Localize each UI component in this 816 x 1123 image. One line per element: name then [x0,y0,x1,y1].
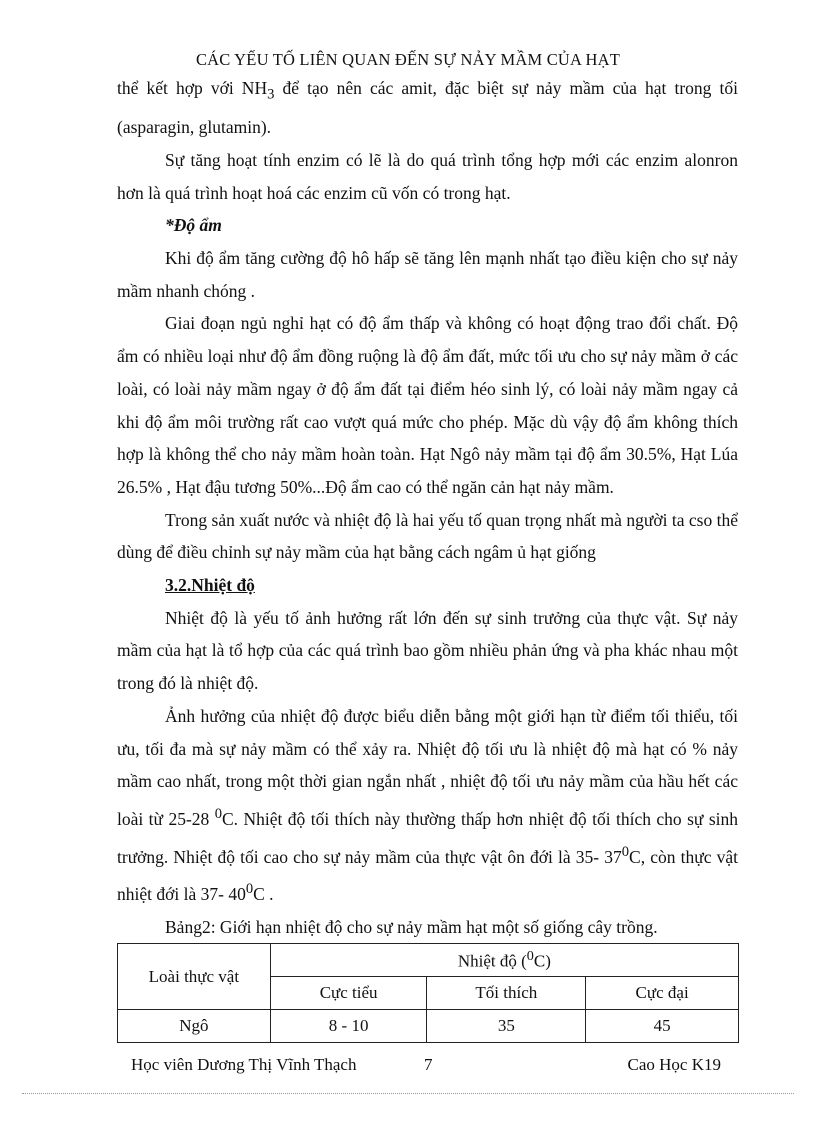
table-row [118,1010,739,1043]
heading-humidity: *Độ ẩm [165,215,222,236]
footer-author: Học viên Dương Thị Vĩnh Thạch [131,1055,357,1074]
table-caption: Bảng2: Giới hạn nhiệt độ cho sự nảy mầm hạt một số giống cây trồng. [165,916,658,937]
table-header-species: Loài thực vật [118,944,271,1010]
temperature-table [117,943,739,1043]
footer-course: Cao Học K19 [627,1055,721,1074]
table-header-optimum: Tối thích [427,977,586,1010]
paragraph-temperature-range: Ảnh hưởng của nhiệt độ được biểu diễn bằng một giới hạn từ điểm tối thiểu, tối ưu, tối đa mà sự nảy mầm có thể xảy ra. Nhiệt độ tối ưu là nhiệt độ mà hạt có % nảy mầm cao nhất, trong một thời gian ngắn nhất , nhiệt độ tối ưu nảy mầm của hầu hết các loài từ 25-28 $^0$C. Nhiệt độ tối thích này thường thấp hơn nhiệt độ tối thích cho sự sinh trưởng. Nhiệt độ tối cao cho sự nảy mầm của thực vật ôn đới là 35- $37^0C$, còn thực vật nhiệt đới là 37- $40^0C$ . [117,705,738,904]
subscript-3: 3 [267,86,275,103]
paragraph-continuation: thể kết hợp với $NH_3$ để tạo nên các amit, đặc biệt sự nảy mầm của hạt trong tối (asparagin, glutamin). [117,78,739,138]
running-header: CÁC YẾU TỐ LIÊN QUAN ĐẾN SỰ NẢY MẦM CỦA HẠT [195,50,621,69]
paragraph-water-temperature: Trong sản xuất nước và nhiệt độ là hai yếu tố quan trọng nhất mà người ta cso thể dùng để điều chỉnh sự nảy mầm của hạt bằng cách ngâm ủ hạt giống [117,509,738,563]
page-separator [22,1093,794,1094]
table-header-min: Cực tiểu [270,977,427,1010]
table-cell-max: 45 [586,1010,739,1043]
table-cell-optimum: 35 [427,1010,586,1043]
table-cell-species: Ngô [118,1010,271,1043]
footer-page-number: 7 [424,1055,433,1074]
body-text [117,72,738,943]
heading-temperature: 3.2.Nhiệt độ [165,575,255,596]
paragraph-enzyme: Sự tăng hoạt tính enzim có lẽ là do quá trình tổng hợp mới các enzim alonron hơn là quá trình hoạt hoá các enzim cũ vốn có trong hạt. [117,149,738,203]
paragraph-humidity-dormancy: Giai đoạn ngủ nghỉ hạt có độ ẩm thấp và không có hoạt động trao đổi chất. Độ ẩm có nhiều loại như độ ẩm đồng ruộng là độ ẩm đất, mức tối ưu cho sự nảy mầm ở các loài, có loài nảy mầm ngay ở độ ẩm đất tại điểm héo sinh lý, có loài nảy mầm ngay cả khi độ ẩm môi trường rất cao vượt quá mức cho phép. Mặc dù vậy độ ẩm không thích hợp là không thể cho nảy mầm hoàn toàn. Hạt Ngô nảy mầm tại độ ẩm 30.5%, Hạt Lúa 26.5% , Hạt đậu tương 50%...Độ ẩm cao có thể ngăn cản hạt nảy mầm. [117,313,738,497]
paragraph-temperature-intro: Nhiệt độ là yếu tố ảnh hưởng rất lớn đến sự sinh trưởng của thực vật. Sự nảy mầm của hạt là tổ hợp của các quá trình bao gồm nhiều phản ứng và pha khác nhau một trong đó là nhiệt độ. [117,607,738,694]
table-cell-min: 8 - 10 [270,1010,427,1043]
table-header-max: Cực đại [586,977,739,1010]
table-header-temperature: Nhiệt độ ($^0$C) [270,944,738,977]
paragraph-humidity-respiration: Khi độ ẩm tăng cường độ hô hấp sẽ tăng lên mạnh nhất tạo điều kiện cho sự nảy mầm nhanh chóng . [117,248,738,301]
